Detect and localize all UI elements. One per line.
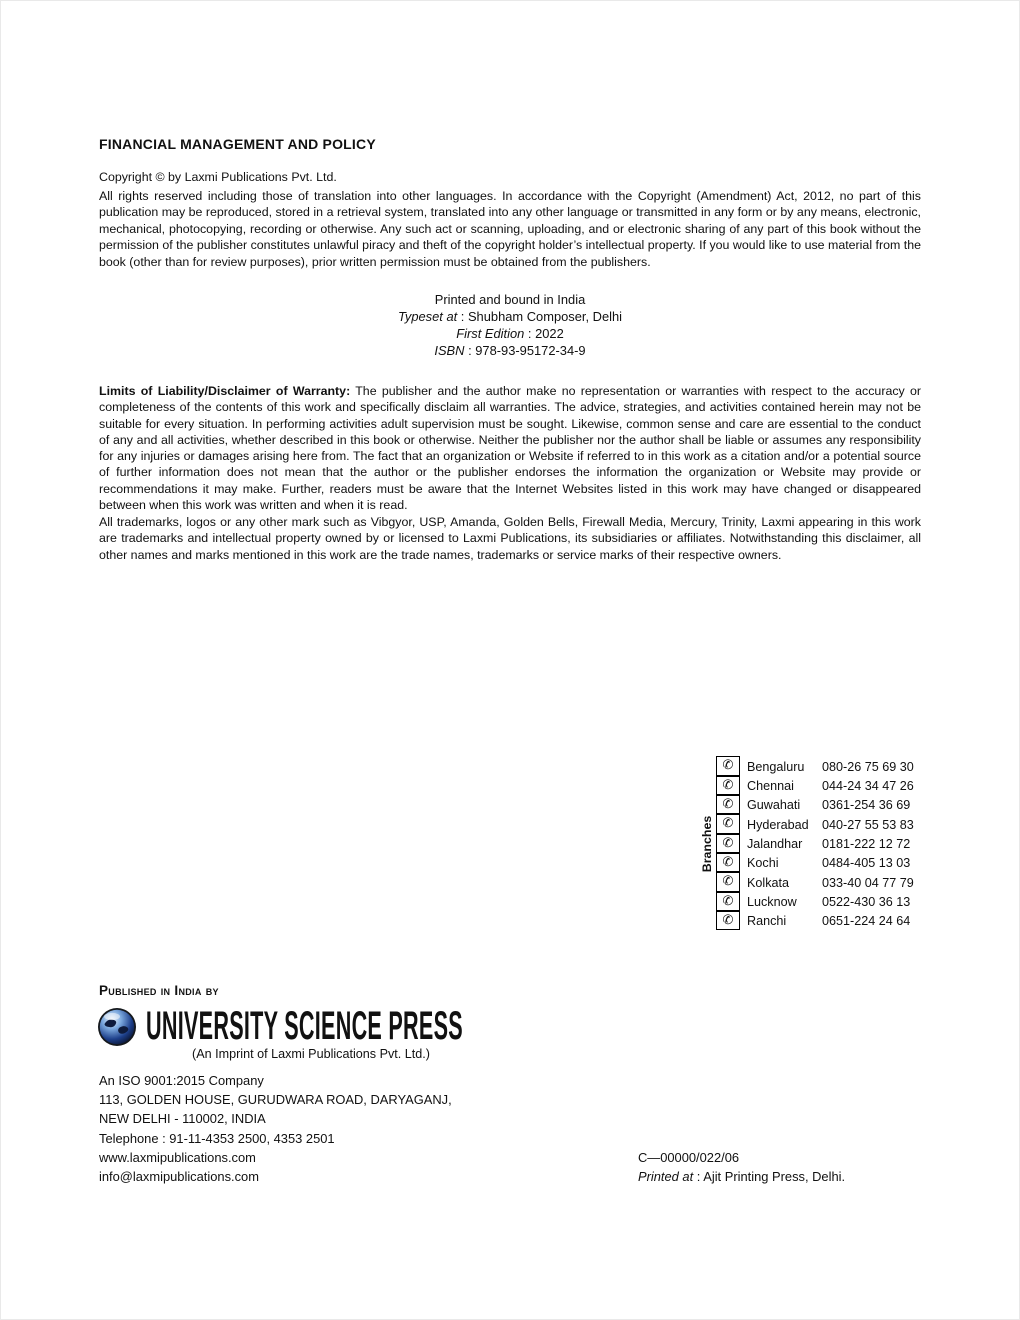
phone-icon: ✆ <box>722 816 734 832</box>
branch-phone: 0181-222 12 72 <box>822 836 911 851</box>
phone-icon: ✆ <box>722 912 734 928</box>
branch-phone: 0484-405 13 03 <box>822 856 911 871</box>
phone-icon: ✆ <box>722 777 734 793</box>
phone-icon: ✆ <box>722 855 734 870</box>
address-line-2: NEW DELHI - 110002, INDIA <box>99 1111 266 1127</box>
phone-icon-cell <box>716 872 740 891</box>
press-name: UNIVERSITY SCIENCE PRESS <box>146 1004 463 1048</box>
isbn-line <box>99 342 921 359</box>
phone-icon: ✆ <box>722 797 734 813</box>
branch-phone: 0651-224 24 64 <box>822 914 911 929</box>
branch-phone: 0522-430 36 13 <box>822 894 911 909</box>
phone-icon: ✆ <box>722 874 734 890</box>
branch-city: Bengaluru <box>747 759 805 774</box>
branch-city: Kochi <box>747 856 779 871</box>
branch-city: Guwahati <box>747 798 801 813</box>
branch-row <box>716 776 914 795</box>
copyright-line: Copyright © by Laxmi Publications Pvt. Ltd. <box>99 170 337 184</box>
telephone-line: Telephone : 91-11-4353 2500, 4353 2501 <box>99 1130 335 1146</box>
phone-icon-cell <box>716 795 740 814</box>
globe-logo-icon <box>97 1007 137 1047</box>
branch-row <box>716 796 914 815</box>
branch-row <box>716 834 914 853</box>
printing-block <box>99 291 921 359</box>
printed-at-value: : Ajit Printing Press, Delhi. <box>696 1169 846 1185</box>
phone-icon-cell <box>716 892 740 911</box>
branch-city: Ranchi <box>747 914 787 929</box>
printed-at-line <box>638 1167 845 1186</box>
printed-bound-line: Printed and bound in India <box>434 292 586 307</box>
phone-icon: ✆ <box>722 893 734 909</box>
typeset-value: : Shubham Composer, Delhi <box>460 309 623 324</box>
branch-phone: 080-26 75 69 30 <box>822 759 914 774</box>
branch-row <box>716 815 914 834</box>
website-text: www.laxmipublications.com <box>99 1149 256 1165</box>
published-in-india-line: Published in India by <box>99 983 219 998</box>
trademarks-paragraph: All trademarks, logos or any other mark such as Vibgyor, USP, Amanda, Golden Bells, Firewall Media, Mercury, Trinity, Laxmi appearing in this work are trademarks and intellectual property owned by or licensed to Laxmi Publications, its subsidiaries or affiliates. Notwithstanding this disclaimer, all other names and marks mentioned in this work are the trade names, trademarks or service marks of their respective owners. <box>99 515 921 562</box>
phone-icon-cell <box>716 911 740 930</box>
print-code: C—00000/022/06 <box>638 1150 740 1165</box>
branch-city: Hyderabad <box>747 817 809 832</box>
branch-row <box>716 854 914 873</box>
publisher-address-block <box>99 1071 452 1186</box>
print-info-block <box>638 1148 845 1186</box>
edition-value: : 2022 <box>527 326 564 341</box>
branch-city: Chennai <box>747 778 794 793</box>
limits-label: Limits of Liability/Disclaimer of Warranty: <box>99 384 351 398</box>
branch-city: Jalandhar <box>747 836 803 851</box>
phone-icon: ✆ <box>722 835 734 851</box>
rights-paragraph: All rights reserved including those of translation into other languages. In accordance with the Copyright (Amendment) Act, 2012, no part of this publication may be reproduced, stored in a retrieval system, translated into any other language or transmitted in any form or by any means, electronic, mechanical, photocopying, recording or otherwise. Any such act or scanning, uploading, and or electronic sharing of any part of this book without the permission of the publisher constitutes unlawful piracy and theft of the copyright holder’s intellectual property. If you would like to use material from the book (other than for review purposes), prior written permission must be obtained from the publishers. <box>99 189 921 269</box>
branch-phone: 033-40 04 77 79 <box>822 875 914 890</box>
isbn-label: ISBN <box>434 343 465 358</box>
branches-table <box>700 757 914 931</box>
branch-row <box>716 912 914 931</box>
press-name-wrap <box>146 1006 733 1046</box>
edition-line <box>99 325 921 342</box>
limits-text: The publisher and the author make no representation or warranties with respect to the accuracy or completeness of the contents of this work and specifically disclaim all warranties. The advice, strategies, and activities contained herein may not be suitable for every situation. In performing activities adult supervision must be sought. Likewise, common sense and care are essential to the conduct of any and all activities, whether described in this book or otherwise. Neither the publisher nor the author shall be liable or assumes any responsibility for any injuries or damages arising here from. The fact that an organization or Website if referred to in this work as a citation and/or a potential source of further information does not mean that the author or the publisher endorses the information the organization or Website may provide or recommendations it may make. Further, readers must be aware that the Internet Websites listed in this work may have changed or disappeared between when this work was written and when it is read. <box>99 384 921 512</box>
isbn-value: : 978-93-95172-34-9 <box>468 343 586 358</box>
branch-city: Lucknow <box>747 894 797 909</box>
branch-row <box>716 757 914 776</box>
branch-row <box>716 873 914 892</box>
limits-paragraph <box>99 383 921 513</box>
edition-label: First Edition <box>456 326 525 341</box>
phone-icon-cell <box>716 814 740 833</box>
phone-icon-cell <box>716 853 740 872</box>
iso-line: An ISO 9001:2015 Company <box>99 1073 264 1088</box>
branch-row <box>716 892 914 911</box>
branches-label: Branches <box>700 815 714 873</box>
email-text: info@laxmipublications.com <box>99 1169 259 1185</box>
phone-icon: ✆ <box>722 758 734 774</box>
address-line-1: 113, GOLDEN HOUSE, GURUDWARA ROAD, DARYAGANJ, <box>99 1092 452 1108</box>
phone-icon-cell <box>716 776 740 795</box>
branch-city: Kolkata <box>747 875 790 890</box>
phone-icon-cell <box>716 756 740 775</box>
typeset-line <box>99 308 921 325</box>
imprint-line: (An Imprint of Laxmi Publications Pvt. Ltd.) <box>192 1047 430 1061</box>
typeset-label: Typeset at <box>397 309 458 324</box>
branch-phone: 044-24 34 47 26 <box>822 778 914 793</box>
printed-at-label: Printed at <box>638 1169 694 1185</box>
branch-phone: 0361-254 36 69 <box>822 798 911 813</box>
book-title: FINANCIAL MANAGEMENT AND POLICY <box>99 136 376 152</box>
phone-icon-cell <box>716 834 740 853</box>
branch-phone: 040-27 55 53 83 <box>822 817 914 832</box>
